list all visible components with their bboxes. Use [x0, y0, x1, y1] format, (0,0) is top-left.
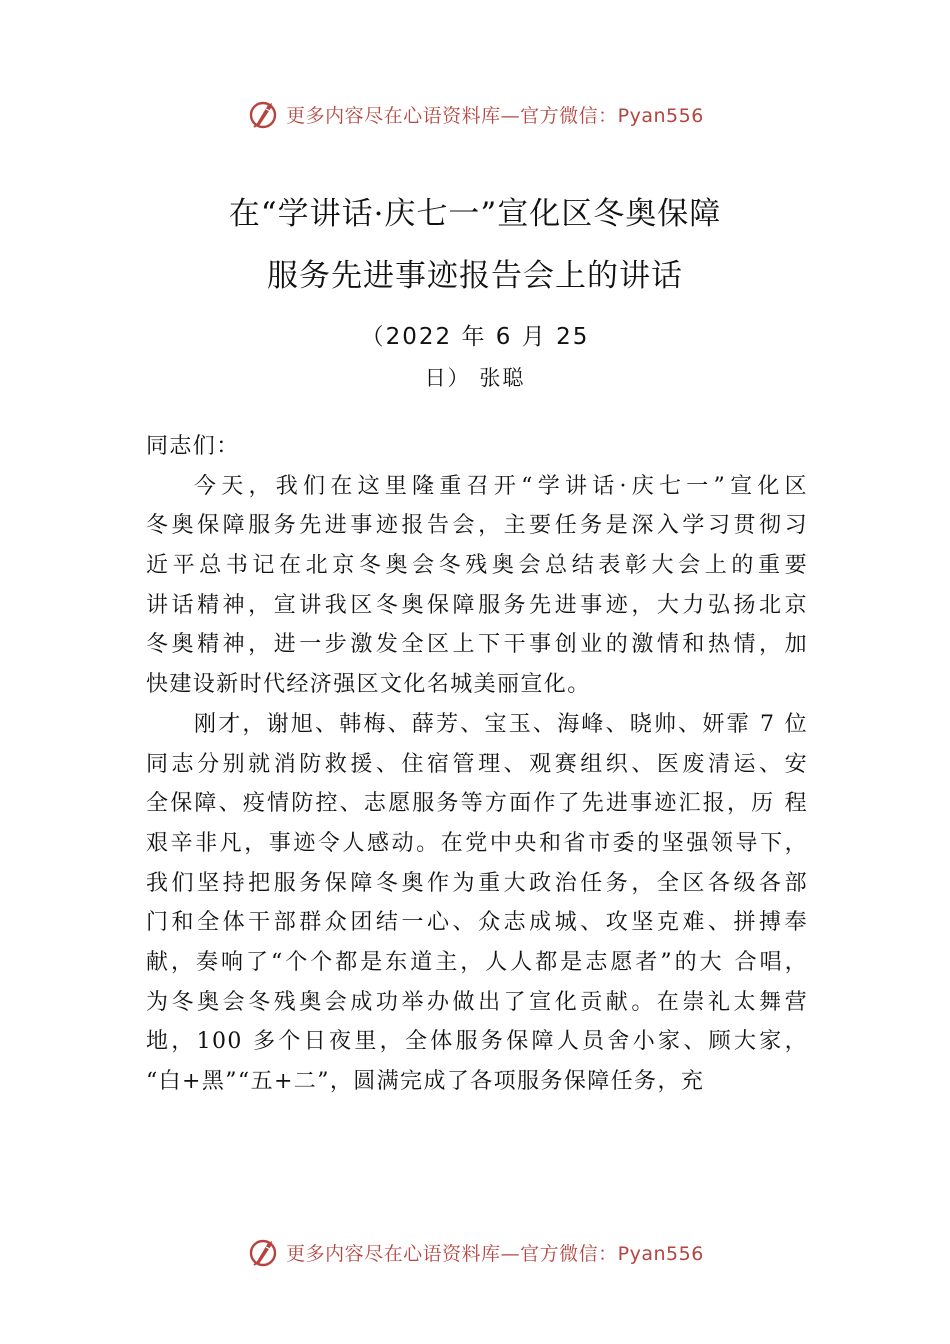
- header-banner: [0, 94, 950, 134]
- wechat-id: Pyan556: [617, 104, 704, 127]
- paragraph-line: 刚才，谢旭、韩梅、薛芳、宝玉、海峰、晓帅、妍霏 7 位: [194, 711, 808, 737]
- date-line-1: （2022 年 6 月 25: [360, 324, 590, 350]
- banner-text: 更多内容尽在心语资料库—官方微信：Pyan556: [286, 1242, 704, 1265]
- paragraph-line: 快建设新时代经济强区文化名城美丽宣化。: [146, 672, 591, 698]
- paragraph-line: 近平总书记在北京冬奥会冬残奥会总结表彰大会上的重要: [146, 553, 808, 579]
- wechat-id: Pyan556: [617, 1242, 704, 1265]
- paragraph-line: 献，奏响了“个个都是东道主，人人都是志愿者”的大 合唱，: [146, 949, 808, 975]
- paragraph-line: 为冬奥会冬残奥会成功举办做出了宣化贡献。在崇礼太舞营: [146, 989, 808, 1015]
- paragraph-line: 讲话精神，宣讲我区冬奥保障服务先进事迹，大力弘扬北京: [146, 592, 808, 618]
- quill-pen-logo-icon: [246, 97, 280, 131]
- quill-pen-logo-icon: [246, 1235, 280, 1269]
- footer-banner: [0, 1232, 950, 1272]
- paragraph-line: 艰辛非凡，事迹令人感动。在党中央和省市委的坚强领导下，: [146, 830, 808, 856]
- paragraph-1: [146, 467, 808, 705]
- paragraph-line: 门和全体干部群众团结一心、众志成城、攻坚克难、拼搏奉: [146, 910, 808, 936]
- document-title-line1: 在“学讲话·庆七一”宣化区冬奥保障: [228, 196, 722, 232]
- paragraph-2: [146, 705, 808, 1102]
- paragraph-line: 今天，我们在这里隆重召开“学讲话·庆七一”宣化区: [194, 473, 808, 499]
- document-title-line2: 服务先进事迹报告会上的讲话: [267, 258, 683, 294]
- paragraph-line: 全保障、疫情防控、志愿服务等方面作了先进事迹汇报，历 程: [146, 791, 808, 817]
- date-author-line: 日） 张聪: [424, 366, 526, 390]
- paragraph-line: 冬奥精神，进一步激发全区上下干事创业的激情和热情，加: [146, 632, 808, 658]
- paragraph-line: 地，100 多个日夜里，全体服务保障人员舍小家、顾大家，: [146, 1029, 808, 1055]
- banner-text: 更多内容尽在心语资料库—官方微信：Pyan556: [286, 104, 704, 127]
- paragraph-line: “白+黑”“五+二”，圆满完成了各项服务保障任务，充: [146, 1069, 705, 1094]
- document-body: [146, 427, 808, 1102]
- salutation: 同志们：: [146, 434, 240, 459]
- paragraph-line: 冬奥保障服务先进事迹报告会，主要任务是深入学习贯彻习: [146, 513, 808, 539]
- paragraph-line: 我们坚持把服务保障冬奥作为重大政治任务，全区各级各部: [146, 870, 808, 896]
- paragraph-line: 同志分别就消防救援、住宿管理、观赛组织、医废清运、安: [146, 751, 808, 777]
